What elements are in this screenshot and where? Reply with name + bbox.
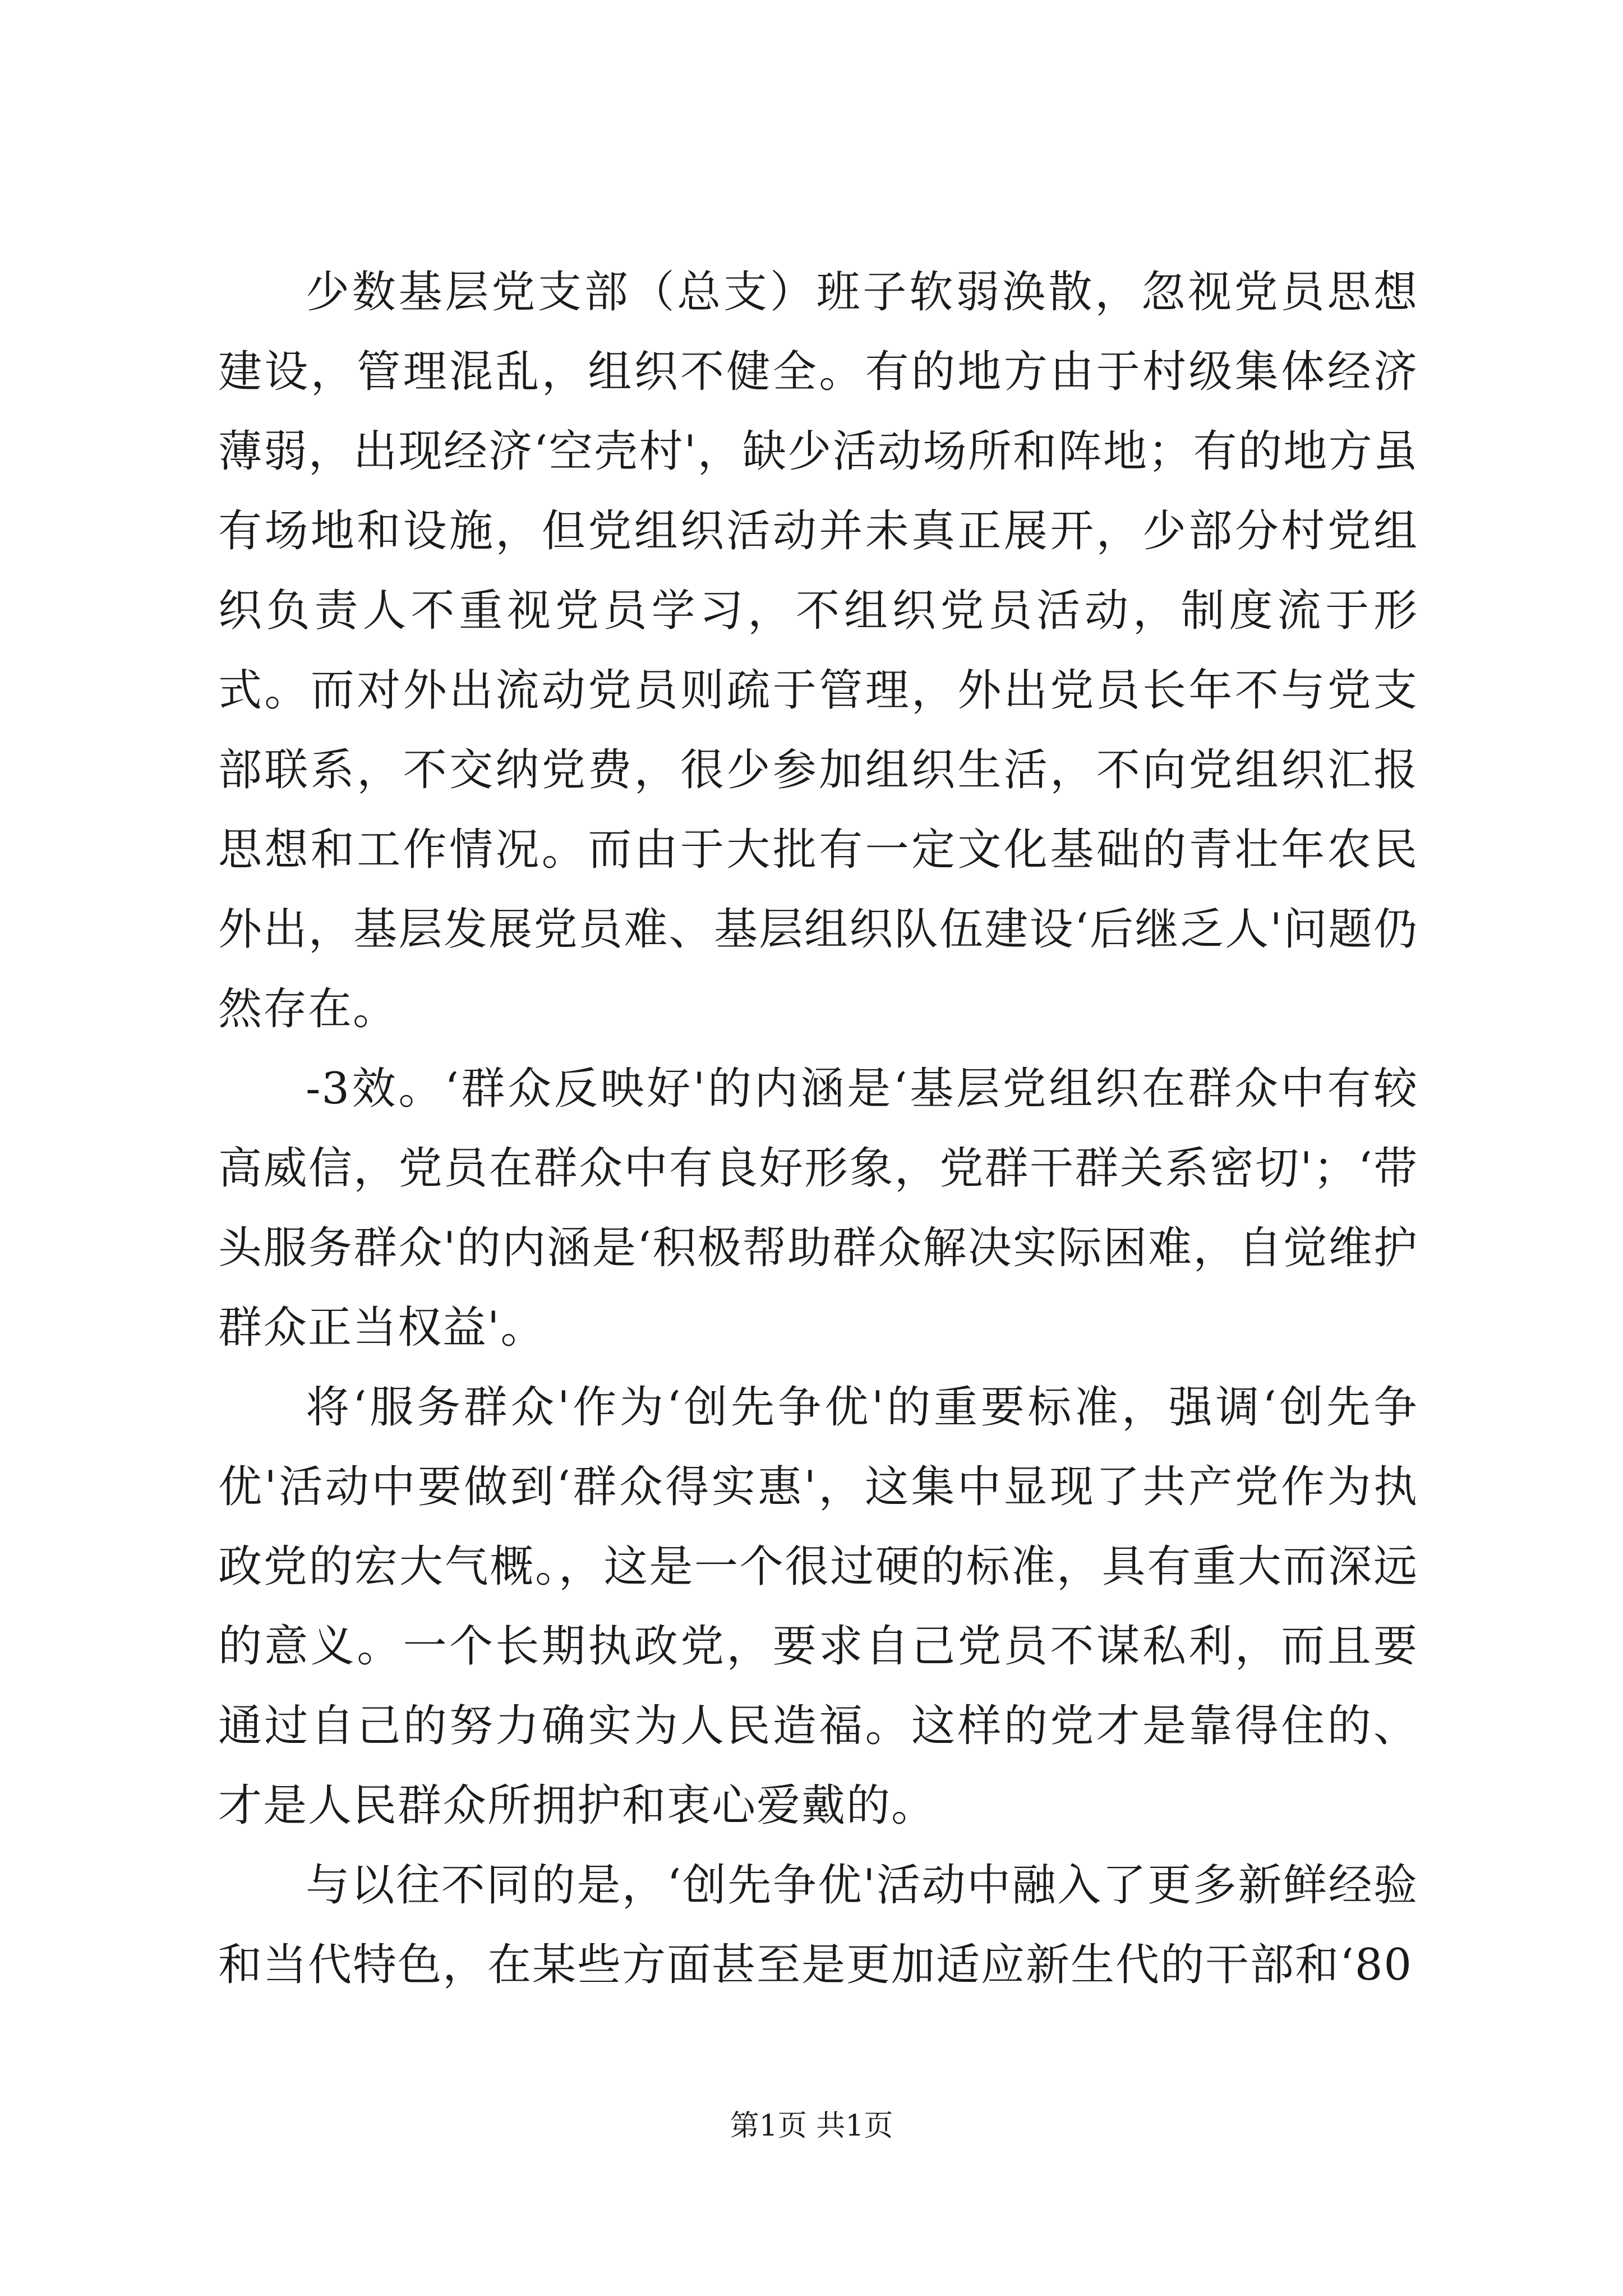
page-footer — [0, 2106, 1623, 2146]
paragraph-3: 将‘服务群众'作为‘创先争优'的重要标准，强调‘创先争优'活动中要做到‘群众得实惠'，这集中显现了共产党作为执政党的宏大气概。，这是一个很过硬的标准，具有重大而深远的意义。一个长期执政党，要求自己党员不谋私利，而且要通过自己的努力确实为人民造福。这样的党才是靠得住的、才是人民群众所拥护和衷心爱戴的。 — [218, 1382, 1418, 1831]
paragraph-4: 与以往不同的是，‘创先争优'活动中融入了更多新鲜经验和当代特色，在某些方面甚至是更加适应新生代的干部和‘80 — [218, 1860, 1418, 1990]
paragraph-2: -3效。‘群众反映好'的内涵是‘基层党组织在群众中有较高威信，党员在群众中有良好形象，党群干群关系密切'；‘带头服务群众'的内涵是‘积极帮助群众解决实际困难，自觉维护群众正当权益'。 — [218, 1064, 1418, 1353]
page-number-label: 第1页 共1页 — [730, 2109, 893, 2143]
document-body — [218, 252, 1418, 2005]
paragraph-1: 少数基层党支部（总支）班子软弱涣散，忽视党员思想建设，管理混乱，组织不健全。有的地方由于村级集体经济薄弱，出现经济‘空壳村'，缺少活动场所和阵地；有的地方虽有场地和设施，但党组织活动并未真正展开，少部分村党组织负责人不重视党员学习，不组织党员活动，制度流于形式。而对外出流动党员则疏于管理，外出党员长年不与党支部联系，不交纳党费，很少参加组织生活，不向党组织汇报思想和工作情况。而由于大批有一定文化基础的青壮年农民外出，基层发展党员难、基层组织队伍建设‘后继乏人'问题仍然存在。 — [218, 267, 1418, 1034]
